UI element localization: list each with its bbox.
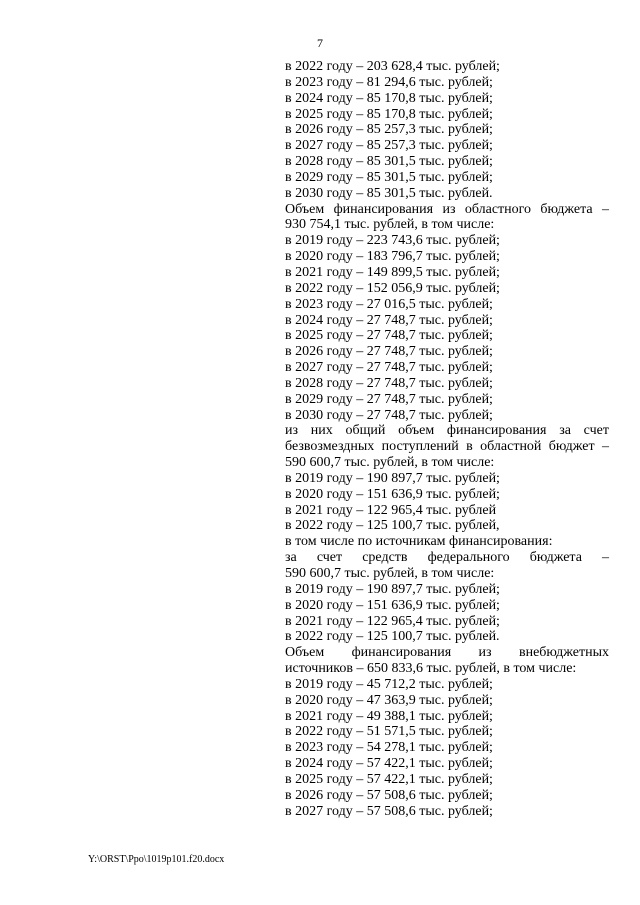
text-line: в 2022 году – 152 056,9 тыс. рублей;	[285, 280, 500, 296]
page-number: 7	[317, 36, 323, 50]
text-line: безвозмездных поступлений в областной бюджет –	[285, 439, 609, 455]
text-line: в 2019 году – 223 743,6 тыс. рублей;	[285, 233, 500, 249]
file-path-footer: Y:\ORST\Ppo\1019p101.f20.docx	[88, 854, 225, 865]
text-line: в 2026 году – 57 508,6 тыс. рублей;	[285, 787, 493, 803]
text-line: из них общий объем финансирования за счет	[285, 423, 609, 439]
text-line: в том числе по источникам финансирования:	[285, 534, 553, 550]
text-line: в 2027 году – 85 257,3 тыс. рублей;	[285, 138, 493, 154]
text-line: в 2024 году – 27 748,7 тыс. рублей;	[285, 312, 493, 328]
text-line: в 2028 году – 27 748,7 тыс. рублей;	[285, 375, 493, 391]
text-line: в 2029 году – 27 748,7 тыс. рублей;	[285, 391, 493, 407]
text-line: в 2019 году – 190 897,7 тыс. рублей;	[285, 470, 500, 486]
document-body	[285, 59, 609, 820]
text-line: в 2019 году – 45 712,2 тыс. рублей;	[285, 676, 493, 692]
text-line: в 2026 году – 27 748,7 тыс. рублей;	[285, 344, 493, 360]
text-line: за счет средств федерального бюджета –	[285, 550, 609, 566]
text-line: в 2020 году – 183 796,7 тыс. рублей;	[285, 249, 500, 265]
text-line: в 2024 году – 85 170,8 тыс. рублей;	[285, 90, 493, 106]
text-line: в 2021 году – 122 965,4 тыс. рублей;	[285, 613, 500, 629]
text-line: в 2023 году – 54 278,1 тыс. рублей;	[285, 740, 493, 756]
text-line: в 2026 году – 85 257,3 тыс. рублей;	[285, 122, 493, 138]
text-line: в 2021 году – 149 899,5 тыс. рублей;	[285, 264, 500, 280]
text-line: в 2023 году – 27 016,5 тыс. рублей;	[285, 296, 493, 312]
text-line: в 2023 году – 81 294,6 тыс. рублей;	[285, 74, 493, 90]
text-line: в 2027 году – 27 748,7 тыс. рублей;	[285, 360, 493, 376]
text-line: в 2021 году – 49 388,1 тыс. рублей;	[285, 708, 493, 724]
text-line: Объем финансирования из областного бюджета –	[285, 201, 609, 217]
text-line: в 2027 году – 57 508,6 тыс. рублей;	[285, 803, 493, 819]
text-line: в 2022 году – 125 100,7 тыс. рублей.	[285, 629, 500, 645]
text-line: в 2019 году – 190 897,7 тыс. рублей;	[285, 581, 500, 597]
text-line: в 2024 году – 57 422,1 тыс. рублей;	[285, 756, 493, 772]
text-line: в 2030 году – 27 748,7 тыс. рублей;	[285, 407, 493, 423]
text-line: в 2028 году – 85 301,5 тыс. рублей;	[285, 154, 493, 170]
text-line: в 2025 году – 85 170,8 тыс. рублей;	[285, 106, 493, 122]
text-line: в 2022 году – 203 628,4 тыс. рублей;	[285, 59, 500, 74]
text-line: в 2020 году – 151 636,9 тыс. рублей;	[285, 597, 500, 613]
text-line: 590 600,7 тыс. рублей, в том числе:	[285, 566, 495, 581]
text-line: в 2022 году – 51 571,5 тыс. рублей;	[285, 724, 493, 740]
text-line: 930 754,1 тыс. рублей, в том числе:	[285, 217, 495, 233]
text-line: в 2021 году – 122 965,4 тыс. рублей	[285, 502, 497, 518]
text-line: в 2025 году – 57 422,1 тыс. рублей;	[285, 771, 493, 787]
text-line: в 2029 году – 85 301,5 тыс. рублей;	[285, 169, 493, 185]
text-line: в 2020 году – 151 636,9 тыс. рублей;	[285, 486, 500, 502]
text-line: источников – 650 833,6 тыс. рублей, в том числе:	[285, 661, 577, 677]
text-line: в 2030 году – 85 301,5 тыс. рублей.	[285, 185, 493, 201]
text-line: в 2022 году – 125 100,7 тыс. рублей,	[285, 518, 500, 534]
text-line: в 2020 году – 47 363,9 тыс. рублей;	[285, 692, 493, 708]
text-line: Объем финансирования из внебюджетных	[285, 645, 609, 661]
text-line: в 2025 году – 27 748,7 тыс. рублей;	[285, 328, 493, 344]
text-line: 590 600,7 тыс. рублей, в том числе:	[285, 455, 495, 471]
